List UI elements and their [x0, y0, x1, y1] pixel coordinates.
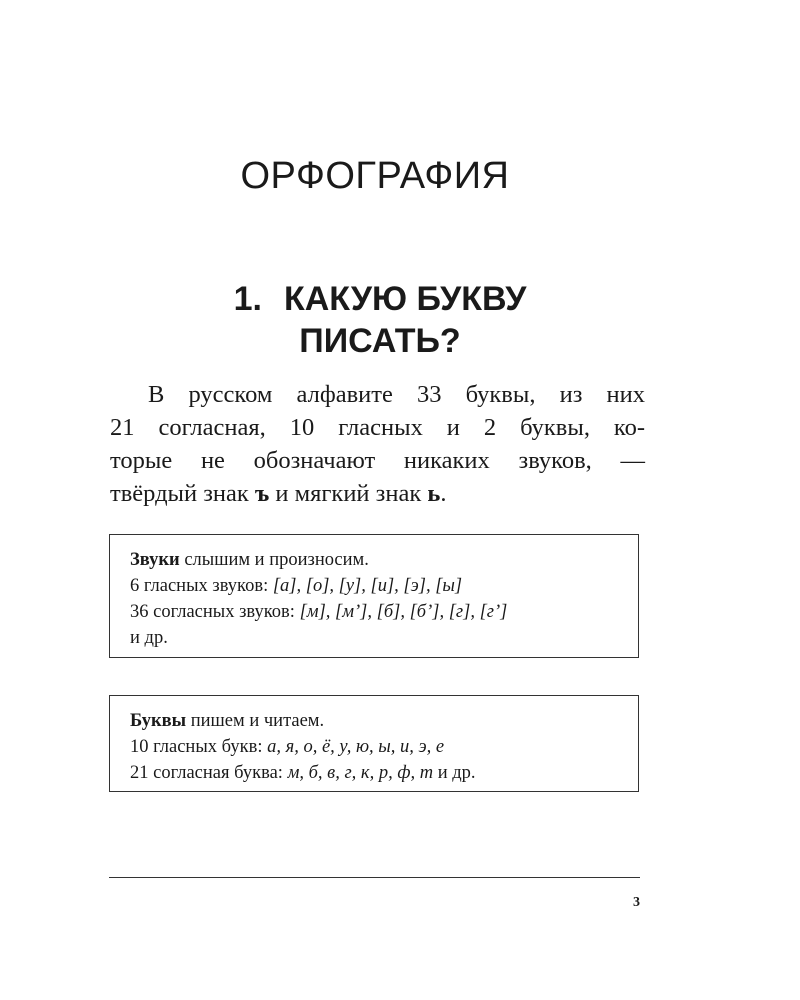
- intro-line-1: В русском алфавите 33 буквы, из них: [148, 381, 645, 408]
- sounds-box: [109, 534, 639, 658]
- soft-sign: ь: [427, 480, 441, 507]
- intro-line-3: торые не обозначают никаких звуков, —: [110, 447, 645, 474]
- letters-etc: и др.: [433, 763, 476, 783]
- letters-bold-word: Буквы: [130, 711, 187, 731]
- section-title: ОРФОГРАФИЯ: [240, 155, 510, 197]
- letters-vowels-row: [130, 734, 618, 760]
- letters-consonants-row: [130, 760, 618, 786]
- letters-heading-rest: пишем и читаем.: [186, 711, 325, 731]
- sounds-vowels-label: 6 гласных звуков:: [130, 576, 273, 596]
- sounds-consonants-list: [м], [м’], [б], [б’], [г], [г’]: [299, 602, 508, 622]
- sounds-vowels-row: [130, 573, 618, 599]
- page-number: 3: [633, 895, 640, 910]
- sounds-box-heading: [130, 547, 618, 573]
- intro-line-4-text: твёрдый знак: [110, 480, 255, 507]
- letters-consonants-list: м, б, в, г, к, р, ф, т: [287, 763, 434, 783]
- intro-line-4: [110, 477, 645, 510]
- letters-box-heading: [130, 708, 618, 734]
- intro-line-4-mid: и мягкий знак: [269, 480, 428, 507]
- sounds-vowels-list: [а], [о], [у], [и], [э], [ы]: [272, 576, 463, 596]
- chapter-title: [0, 278, 760, 362]
- sounds-heading-rest: слышим и произносим.: [179, 550, 369, 570]
- letters-box: [109, 695, 639, 792]
- sounds-consonants-label: 36 согласных звуков:: [130, 602, 300, 622]
- sounds-consonants-row: [130, 599, 618, 625]
- hard-sign: ъ: [254, 480, 270, 507]
- intro-paragraph: [110, 378, 645, 510]
- intro-line-2: 21 согласная, 10 гласных и 2 буквы, ко-: [110, 414, 645, 441]
- letters-consonants-label: 21 согласная буква:: [130, 763, 288, 783]
- letters-vowels-label: 10 гласных букв:: [130, 737, 268, 757]
- letters-vowels-list: а, я, о, ё, у, ю, ы, и, э, е: [267, 737, 445, 757]
- chapter-title-line1: КАКУЮ БУКВУ: [283, 280, 527, 318]
- sounds-etc: и др.: [130, 628, 168, 648]
- footer-rule: [109, 877, 640, 878]
- intro-line-4-end: .: [440, 480, 447, 507]
- chapter-number: 1.: [233, 280, 262, 318]
- sounds-bold-word: Звуки: [130, 550, 180, 570]
- chapter-title-line2: ПИСАТЬ?: [299, 322, 461, 360]
